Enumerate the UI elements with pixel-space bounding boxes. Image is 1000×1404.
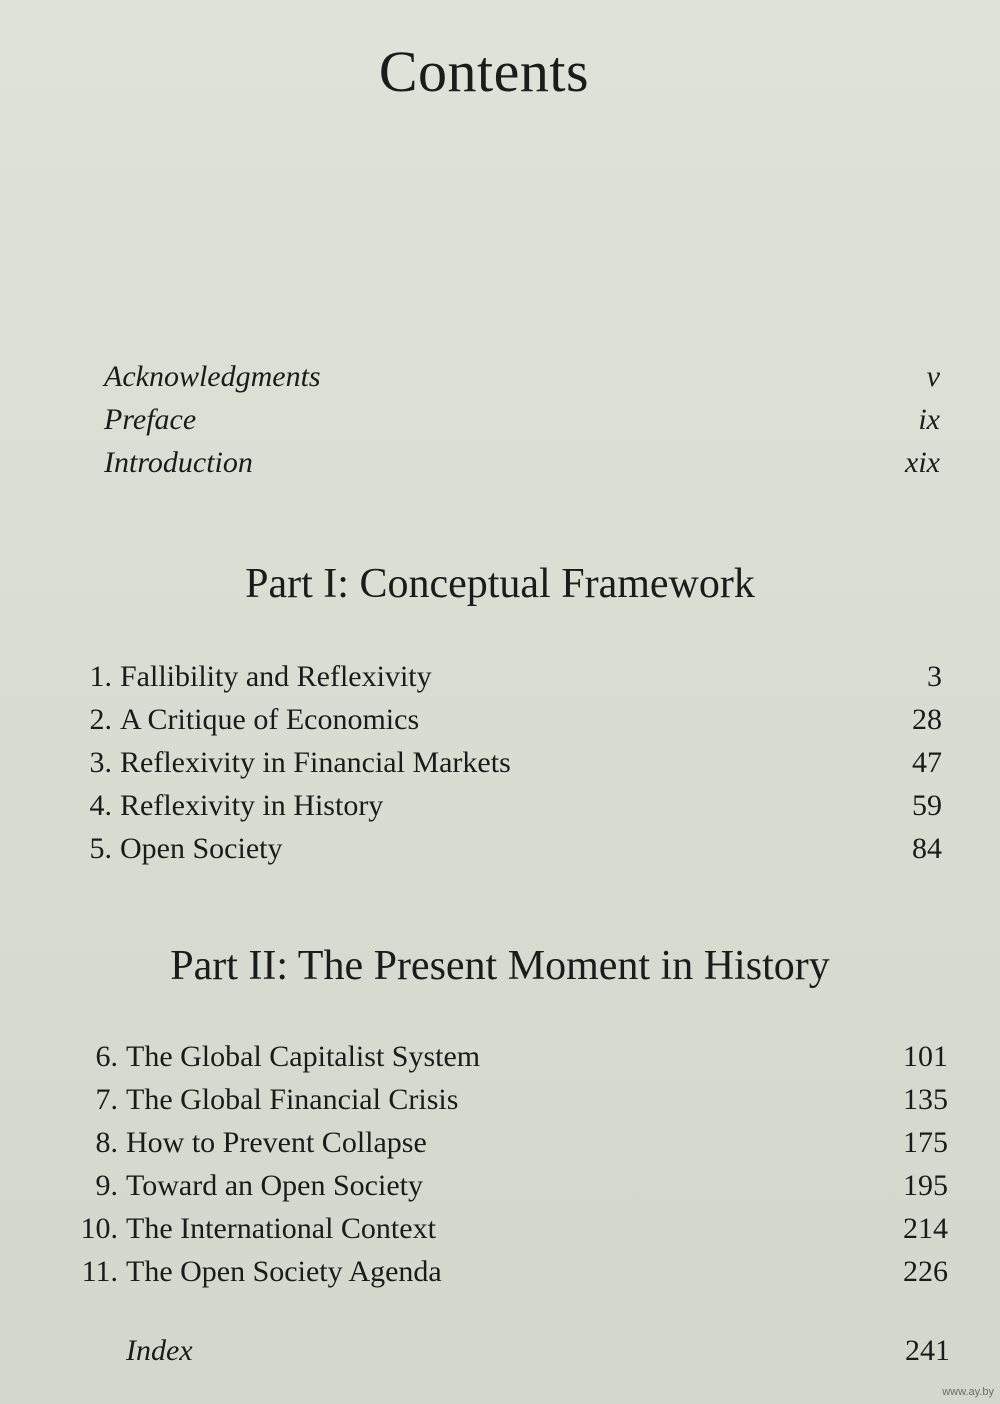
entry-page: ix xyxy=(918,403,940,436)
entry-page: xix xyxy=(905,446,940,479)
front-matter-entry xyxy=(104,446,940,489)
chapter-number: 8. xyxy=(95,1126,118,1159)
index-label: Index xyxy=(126,1334,193,1367)
front-matter-entry xyxy=(104,360,940,403)
chapter-title: A Critique of Economics xyxy=(120,703,420,736)
entry-label: Introduction xyxy=(104,446,253,479)
chapter-number: 5. xyxy=(89,832,112,865)
chapter-number: 9. xyxy=(95,1169,118,1202)
chapter-number: 2. xyxy=(89,703,112,736)
part-heading: Part I: Conceptual Framework xyxy=(245,561,755,607)
entry-label: Acknowledgments xyxy=(104,360,321,393)
chapter-title: The International Context xyxy=(126,1212,436,1245)
chapter-entry xyxy=(78,1255,948,1298)
chapter-page: 101 xyxy=(903,1040,948,1073)
index-entry xyxy=(126,1334,950,1368)
chapter-page: 175 xyxy=(903,1126,948,1159)
chapter-page: 59 xyxy=(912,789,942,822)
index-page: 241 xyxy=(905,1334,950,1367)
chapter-title: Reflexivity in Financial Markets xyxy=(120,746,511,779)
watermark: www.ay.by xyxy=(942,1386,994,1398)
chapter-page: 226 xyxy=(903,1255,948,1288)
chapter-number: 6. xyxy=(95,1040,118,1073)
front-matter-entry xyxy=(104,403,940,446)
chapter-page: 47 xyxy=(912,746,942,779)
chapter-title: The Global Capitalist System xyxy=(126,1040,481,1073)
chapter-entry xyxy=(78,1040,948,1083)
chapter-number: 10. xyxy=(80,1212,118,1245)
chapter-title: How to Prevent Collapse xyxy=(126,1126,427,1159)
chapter-title: Open Society xyxy=(120,832,283,865)
chapter-number: 4. xyxy=(89,789,112,822)
chapter-page: 135 xyxy=(903,1083,948,1116)
part-heading: Part II: The Present Moment in History xyxy=(170,943,830,989)
front-matter-list xyxy=(104,360,940,489)
chapter-entry xyxy=(78,1212,948,1255)
chapter-title: Fallibility and Reflexivity xyxy=(120,660,432,693)
chapter-title: Toward an Open Society xyxy=(126,1169,423,1202)
chapter-title: Reflexivity in History xyxy=(120,789,384,822)
chapter-entry xyxy=(78,1126,948,1169)
chapter-title: The Open Society Agenda xyxy=(126,1255,442,1288)
chapter-page: 3 xyxy=(927,660,942,693)
chapter-number: 11. xyxy=(81,1255,118,1288)
chapter-page: 214 xyxy=(903,1212,948,1245)
page-title: Contents xyxy=(378,39,590,104)
chapter-number: 7. xyxy=(95,1083,118,1116)
chapter-list xyxy=(72,660,942,875)
entry-page: v xyxy=(926,360,940,393)
chapter-page: 28 xyxy=(912,703,942,736)
chapter-page: 195 xyxy=(903,1169,948,1202)
chapter-number: 3. xyxy=(89,746,112,779)
chapter-entry xyxy=(72,832,942,875)
chapter-entry xyxy=(72,789,942,832)
chapter-entry xyxy=(78,1083,948,1126)
chapter-title: The Global Financial Crisis xyxy=(126,1083,459,1116)
chapter-page: 84 xyxy=(912,832,942,865)
chapter-entry xyxy=(72,660,942,703)
chapter-entry xyxy=(72,703,942,746)
chapter-list xyxy=(78,1040,948,1298)
chapter-entry xyxy=(78,1169,948,1212)
entry-label: Preface xyxy=(104,403,197,436)
chapter-number: 1. xyxy=(89,660,112,693)
chapter-entry xyxy=(72,746,942,789)
